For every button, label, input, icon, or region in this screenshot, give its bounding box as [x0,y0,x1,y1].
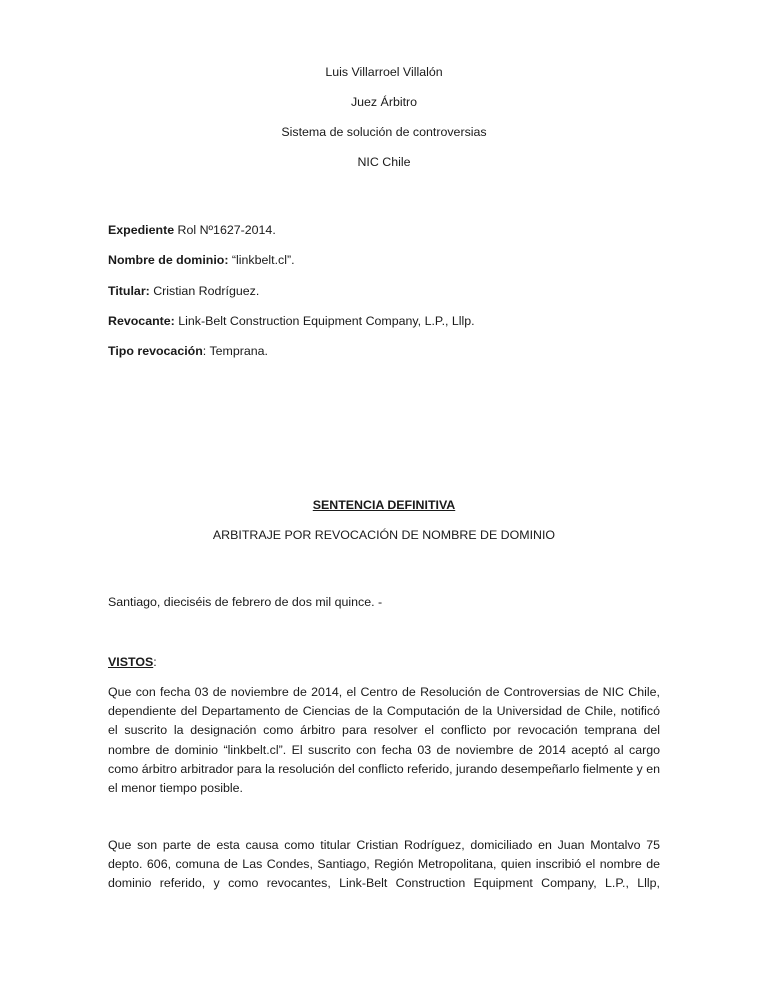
vistos-suffix: : [153,655,157,669]
vistos-label: VISTOS [108,655,154,669]
paragraph-2: Que son parte de esta causa como titular Cristian Rodríguez, domiciliado en Juan Montalvo 75 depto. 606, comuna de Las Condes, Santiago, Región Metropolitana, quien inscribió el nombre de dominio referido, y como revocantes, Link-Belt Construction Equipment Company, L.P., Lllp, [108,838,660,891]
field-value: Cristian Rodríguez. [149,284,260,298]
field-label: Titular: [108,284,150,298]
vistos-heading [108,654,660,670]
document-title [0,497,768,513]
field-label: Nombre de dominio: [108,253,229,267]
field-label: Tipo revocación [108,344,203,358]
document-subtitle: ARBITRAJE POR REVOCACIÓN DE NOMBRE DE DOMINIO [212,528,556,542]
arbiter-role: Juez Árbitro [350,95,418,109]
field-value: : Temprana. [202,344,268,358]
arbiter-name: Luis Villarroel Villalón [325,65,443,79]
paragraph-1: Que con fecha 03 de noviembre de 2014, el Centro de Resolución de Controversias de NIC Chile, dependiente del Departamento de Ciencias de la Computación de la Universidad de Chile, notificó el suscrito la designación como árbitro para resolver el conflicto por revocación temprana del nombre de dominio “linkbelt.cl”. El suscrito con fecha 03 de noviembre de 2014 aceptó al cargo como árbitro arbitrador para la resolución del conflicto referido, jurando desempeñarlo fielmente y en el menor tiempo posible. [108,685,660,796]
case-revocante [108,313,660,329]
field-value: Link-Belt Construction Equipment Company, L.P., Lllp. [174,314,475,328]
title-text: SENTENCIA DEFINITIVA [312,498,456,512]
case-titular [108,283,660,299]
field-value: “linkbelt.cl”. [228,253,295,267]
system-name: Sistema de solución de controversias [281,125,487,139]
date-line: Santiago, dieciséis de febrero de dos mil quince. - [108,595,383,609]
case-expediente [108,222,660,238]
case-tipo [108,343,660,359]
organization: NIC Chile [357,155,411,169]
case-domain [108,252,660,268]
field-label: Revocante: [108,314,175,328]
field-value: Rol Nº1627-2014. [174,223,276,237]
field-label: Expediente [108,223,175,237]
